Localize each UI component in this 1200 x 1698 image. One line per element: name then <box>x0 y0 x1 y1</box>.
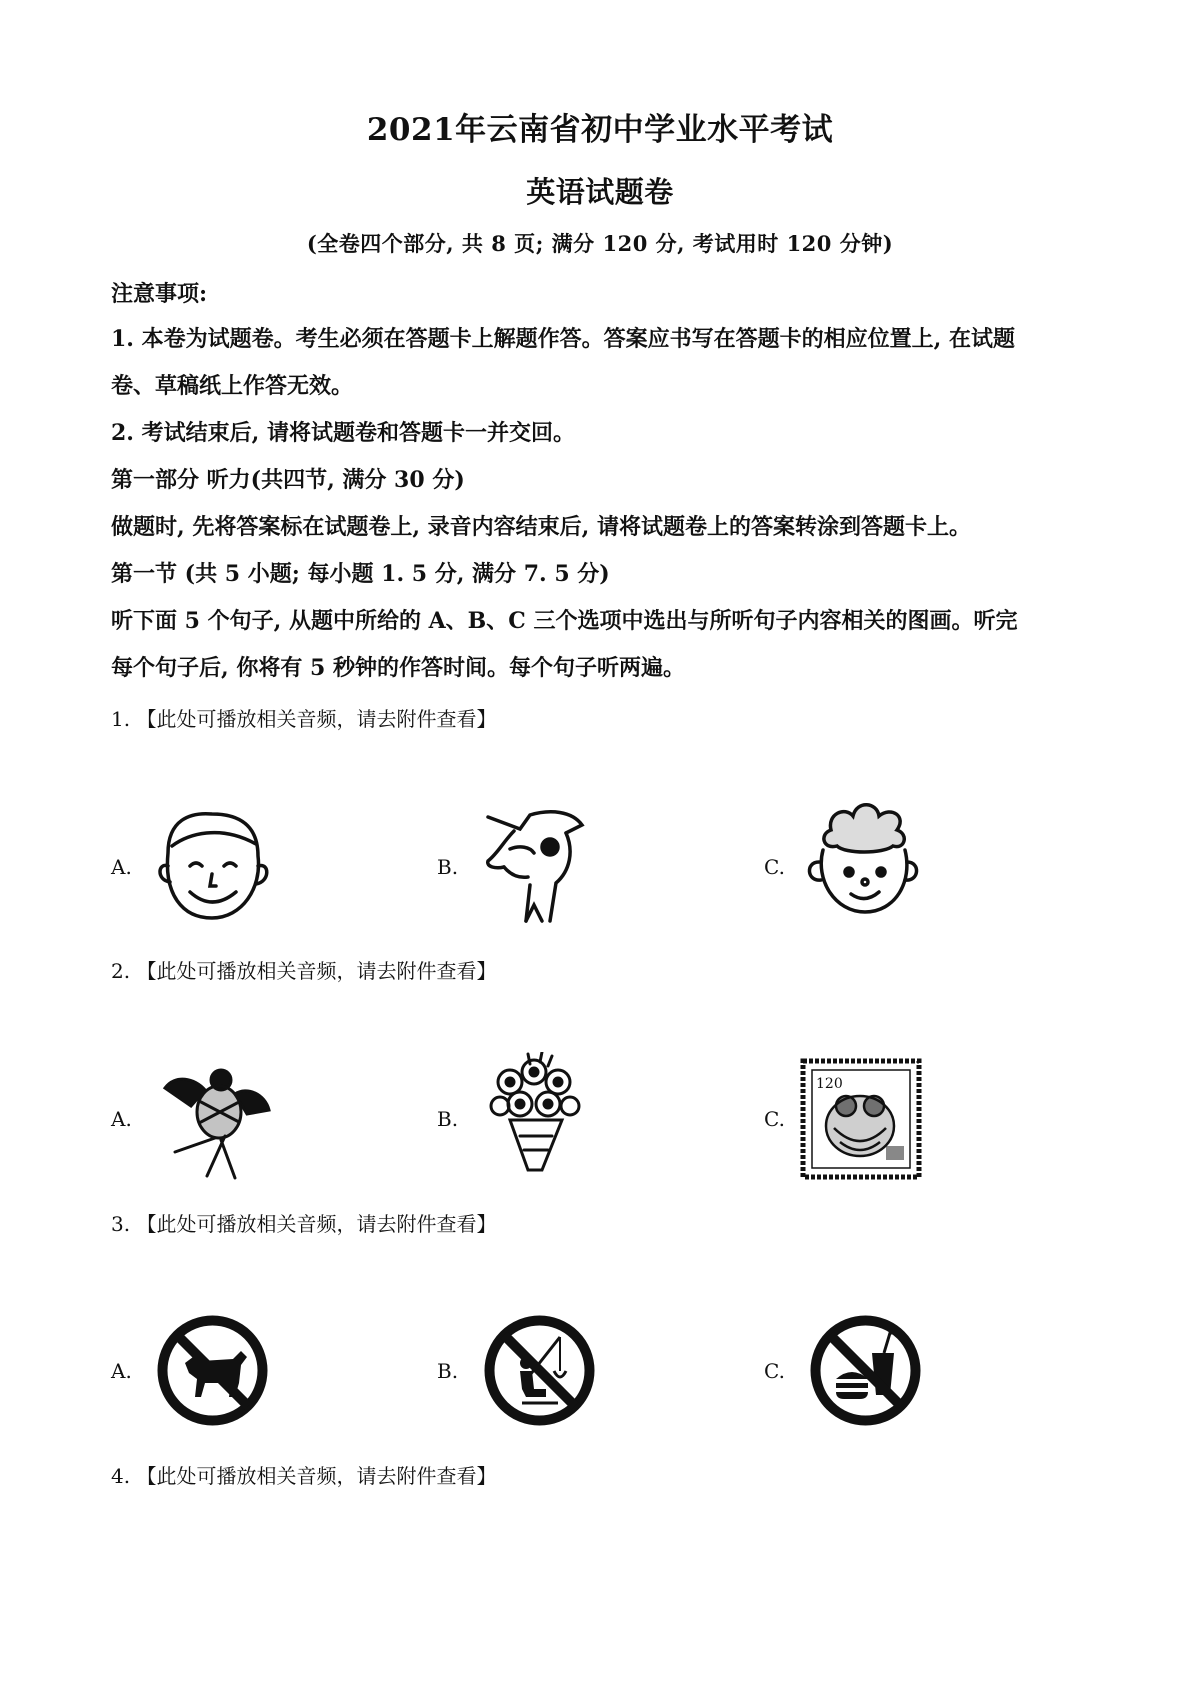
question-2-option-b[interactable]: B. <box>437 1107 459 1131</box>
question-2-option-a[interactable]: A. <box>111 1107 132 1131</box>
exam-subtitle: 英语试题卷 <box>526 175 674 209</box>
question-2-label: 2. 【此处可播放相关音频，请去附件查看】 <box>111 959 497 983</box>
kite-icon <box>155 1060 280 1180</box>
section1-heading: 第一节 (共 5 小题; 每小题 1. 5 分, 满分 7. 5 分) <box>111 561 610 587</box>
section1-instruction-line1: 听下面 5 个句子, 从题中所给的 A、B、C 三个选项中选出与所听句子内容相关的图画。听完 <box>111 608 1018 634</box>
question-3-option-c[interactable]: C. <box>764 1359 785 1383</box>
child-with-curly-hair-face-icon <box>801 800 926 918</box>
part1-instruction: 做题时, 先将答案标在试题卷上, 录音内容结束后, 请将试题卷上的答案转涂到答题卡上。 <box>111 514 971 540</box>
man-with-hat-face-icon <box>470 805 595 923</box>
postage-stamp-icon <box>800 1058 922 1180</box>
question-3-label: 3. 【此处可播放相关音频，请去附件查看】 <box>111 1212 497 1236</box>
exam-title: 2021年云南省初中学业水平考试 <box>366 112 834 148</box>
question-1-option-c[interactable]: C. <box>764 855 785 879</box>
no-fishing-sign-icon <box>482 1313 597 1428</box>
no-food-drink-sign-icon <box>808 1313 923 1428</box>
stamp-value-text: 120 <box>816 1076 843 1092</box>
question-3-option-a[interactable]: A. <box>111 1359 132 1383</box>
notes-heading: 注意事项: <box>111 281 208 307</box>
part1-heading: 第一部分 听力(共四节, 满分 30 分) <box>111 467 465 493</box>
notes-item1-line2: 卷、草稿纸上作答无效。 <box>111 373 354 399</box>
question-1-label: 1. 【此处可播放相关音频，请去附件查看】 <box>111 707 497 731</box>
notes-item1-line1: 1. 本卷为试题卷。考生必须在答题卡上解题作答。答案应书写在答题卡的相应位置上, 在试题 <box>111 326 1015 352</box>
question-3-option-b[interactable]: B. <box>437 1359 459 1383</box>
exam-info: (全卷四个部分, 共 8 页; 满分 120 分, 考试用时 120 分钟) <box>306 231 894 256</box>
question-2-option-c[interactable]: C. <box>764 1107 785 1131</box>
question-4-label: 4. 【此处可播放相关音频，请去附件查看】 <box>111 1464 497 1488</box>
section1-instruction-line2: 每个句子后, 你将有 5 秒钟的作答时间。每个句子听两遍。 <box>111 655 685 681</box>
no-dogs-sign-icon <box>155 1313 270 1428</box>
notes-item2: 2. 考试结束后, 请将试题卷和答题卡一并交回。 <box>111 420 575 446</box>
question-1-option-a[interactable]: A. <box>111 855 132 879</box>
question-1-option-b[interactable]: B. <box>437 855 459 879</box>
smiling-boy-face-icon <box>150 808 275 923</box>
flower-bouquet-icon <box>480 1052 590 1174</box>
